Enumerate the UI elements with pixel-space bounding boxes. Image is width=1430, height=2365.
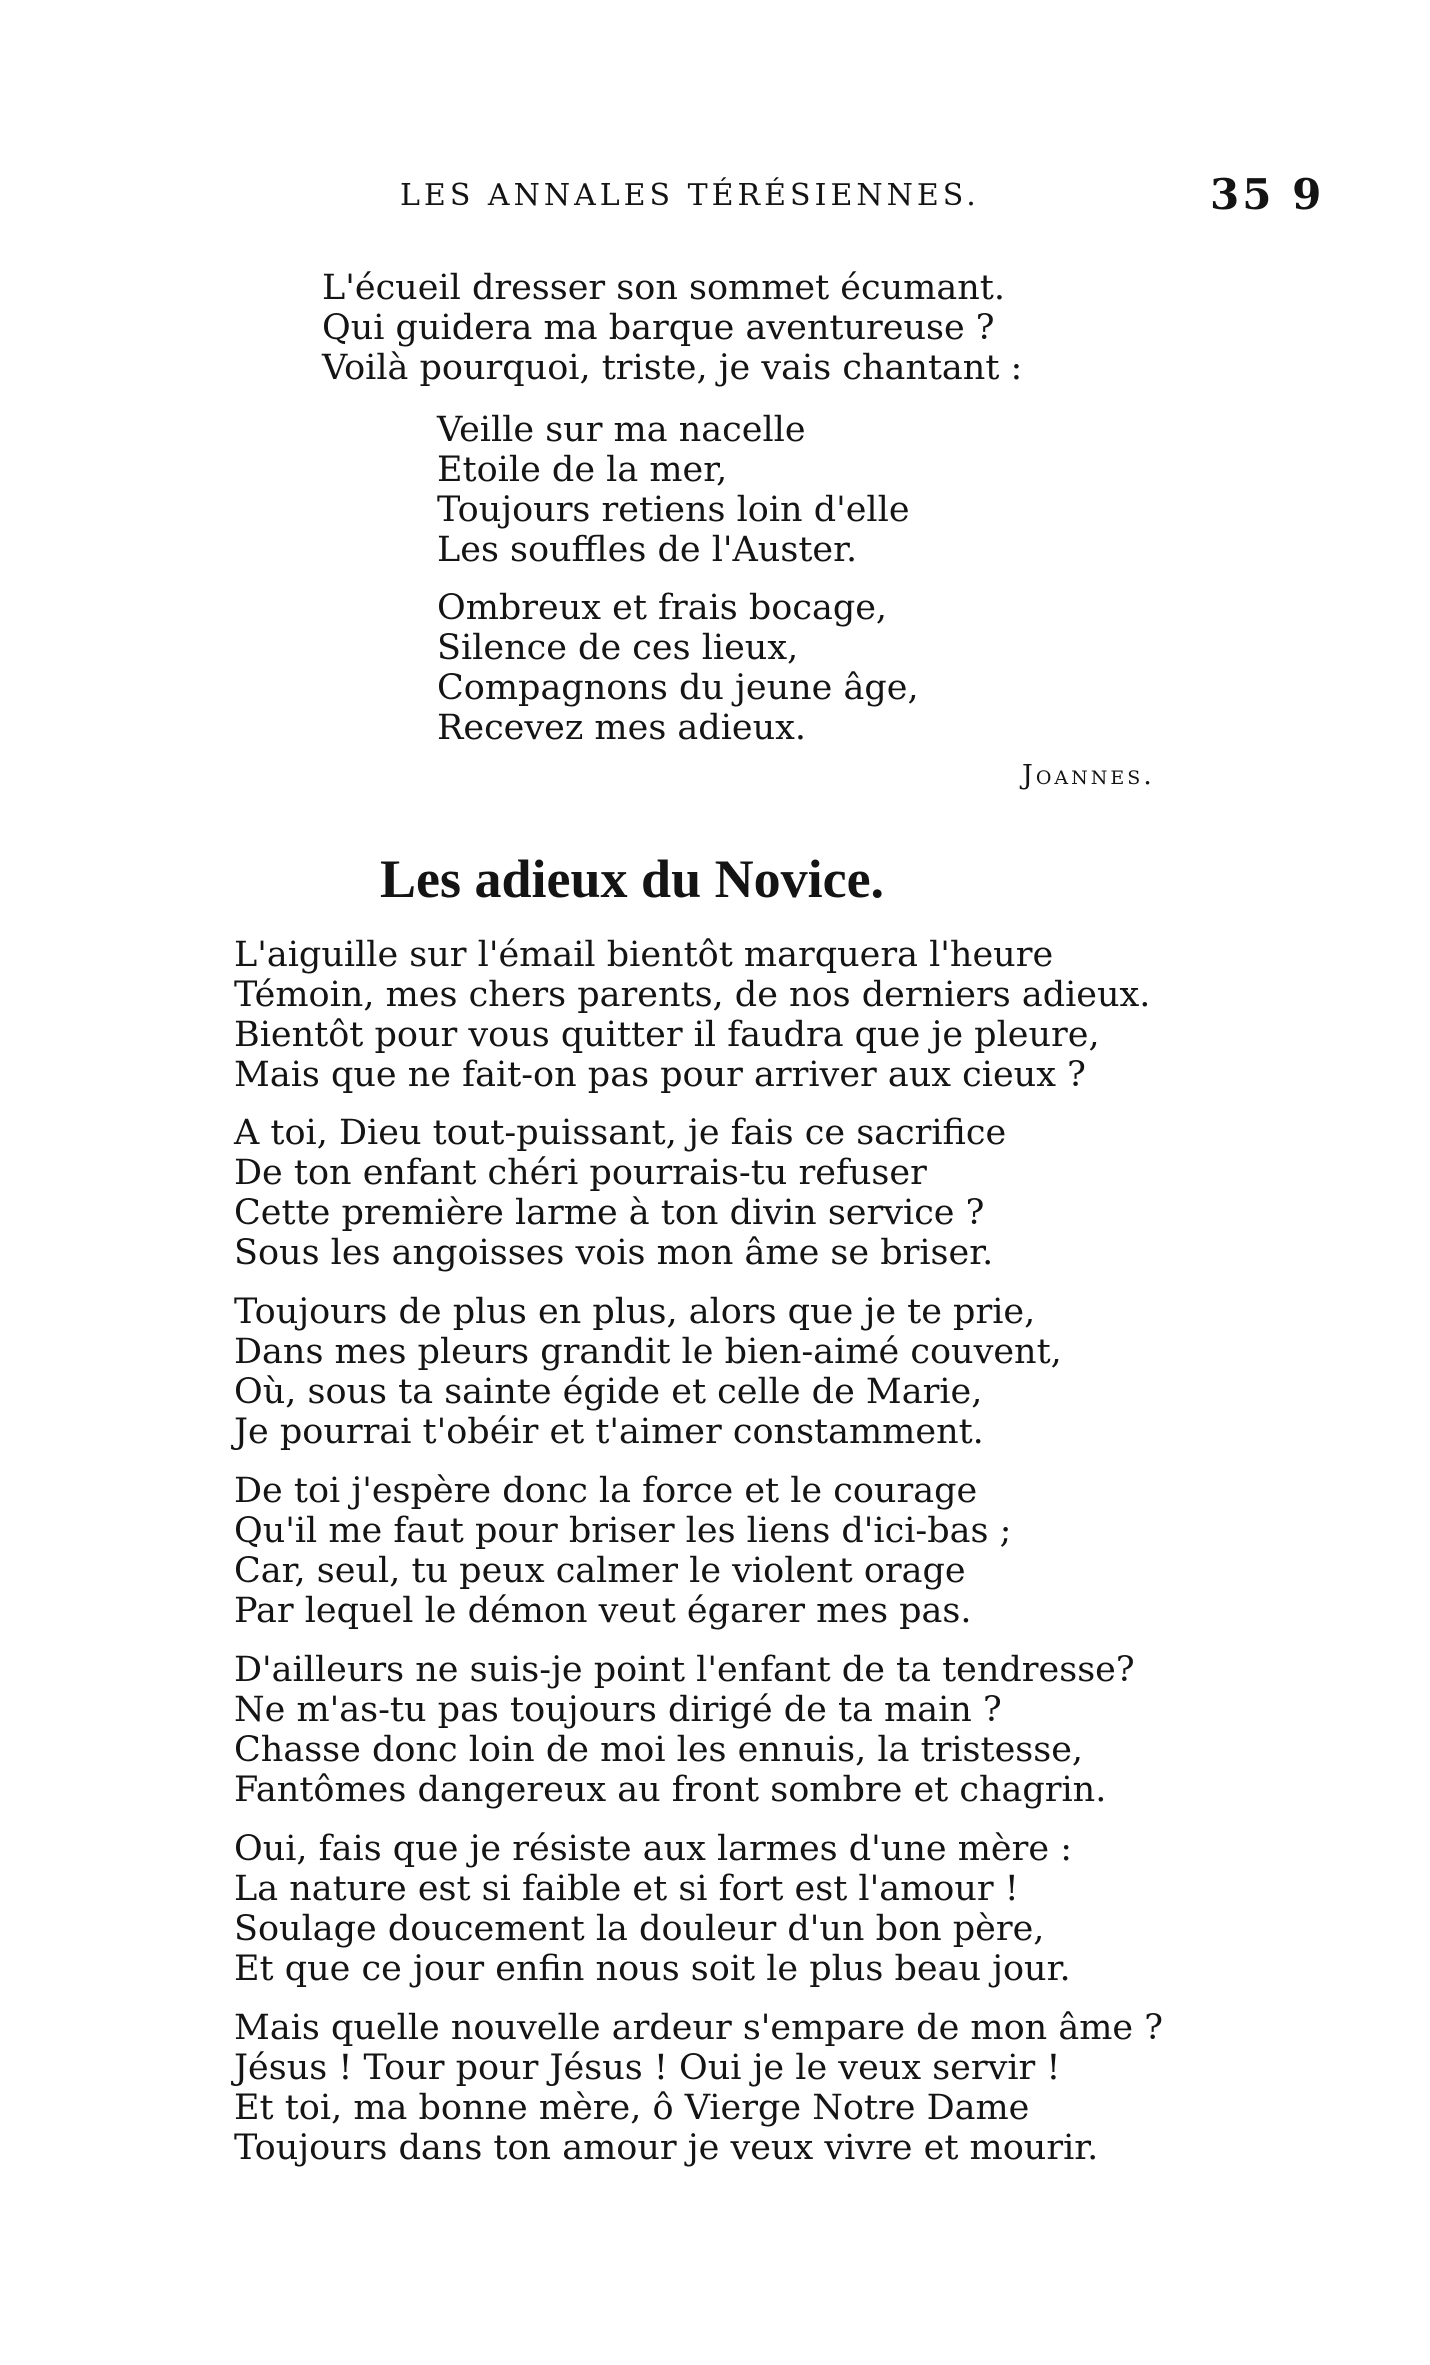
verse-line: Où, sous ta sainte égide et celle de Marie, [234, 1372, 983, 1412]
verse-line: Mais quelle nouvelle ardeur s'empare de mon âme ? [234, 2008, 1164, 2048]
poem-stanza [234, 1650, 1135, 1810]
verse-line: Soulage doucement la douleur d'un bon père, [234, 1909, 1045, 1949]
verse-line: Dans mes pleurs grandit le bien-aimé couvent, [234, 1332, 1062, 1372]
verse-line: Qu'il me faut pour briser les liens d'ici-bas ; [234, 1511, 1012, 1551]
verse-line: Mais que ne fait-on pas pour arriver aux cieux ? [234, 1055, 1086, 1095]
running-header: LES ANNALES TÉRÉSIENNES. [400, 178, 980, 213]
verse-line: Etoile de la mer, [437, 450, 728, 490]
verse-line: Témoin, mes chers parents, de nos derniers adieux. [234, 975, 1151, 1015]
verse-line: Sous les angoisses vois mon âme se briser. [234, 1233, 994, 1273]
poem-stanza [234, 2008, 1163, 2168]
verse-line: Voilà pourquoi, triste, je vais chantant : [322, 348, 1023, 388]
verse-line: L'écueil dresser son sommet écumant. [322, 268, 1005, 308]
verse-line: Et toi, ma bonne mère, ô Vierge Notre Dame [234, 2088, 1030, 2128]
verse-line: D'ailleurs ne suis-je point l'enfant de ta tendresse? [234, 1650, 1135, 1690]
verse-line: Qui guidera ma barque aventureuse ? [322, 308, 995, 348]
verse-line: Recevez mes adieux. [437, 708, 807, 748]
poem-stanza [234, 1113, 1006, 1273]
verse-line: Et que ce jour enfin nous soit le plus beau jour. [234, 1949, 1071, 1989]
verse-line: Oui, fais que je résiste aux larmes d'une mère : [234, 1829, 1072, 1869]
poem-stanza [234, 1292, 1062, 1452]
verse-line: Chasse donc loin de moi les ennuis, la tristesse, [234, 1730, 1084, 1770]
verse-line: Par lequel le démon veut égarer mes pas. [234, 1591, 972, 1631]
verse-line: Compagnons du jeune âge, [437, 668, 919, 708]
poem-stanza [234, 1829, 1072, 1989]
verse-line: Ne m'as-tu pas toujours dirigé de ta main ? [234, 1690, 1002, 1730]
verse-line: Toujours de plus en plus, alors que je te prie, [234, 1292, 1036, 1332]
verse-line: Cette première larme à ton divin service ? [234, 1193, 985, 1233]
poem-stanza [234, 1471, 1011, 1631]
verse-line: Fantômes dangereux au front sombre et chagrin. [234, 1770, 1107, 1810]
verse-line: Car, seul, tu peux calmer le violent orage [234, 1551, 966, 1591]
verse-line: La nature est si faible et si fort est l'amour ! [234, 1869, 1019, 1909]
verse-line: Jésus ! Tour pour Jésus ! Oui je le veux servir ! [234, 2048, 1061, 2088]
verse-line: Les souffles de l'Auster. [437, 530, 858, 570]
verse-line: Silence de ces lieux, [437, 628, 799, 668]
verse-line: L'aiguille sur l'émail bientôt marquera l'heure [234, 935, 1054, 975]
page-number: 35 9 [1210, 170, 1325, 219]
verse-line: Veille sur ma nacelle [437, 410, 806, 450]
verse-line: Ombreux et frais bocage, [437, 588, 888, 628]
poem-stanza [234, 935, 1150, 1095]
verse-line: Je pourrai t'obéir et t'aimer constamment. [234, 1412, 984, 1452]
poem-title: Les adieux du Novice. [380, 849, 885, 909]
verse-line: Bientôt pour vous quitter il faudra que je pleure, [234, 1015, 1100, 1055]
verse-line: A toi, Dieu tout-puissant, je fais ce sacrifice [234, 1113, 1007, 1153]
previous-poem-stanza [437, 588, 919, 748]
verse-line: De ton enfant chéri pourrais-tu refuser [234, 1153, 927, 1193]
verse-line: De toi j'espère donc la force et le courage [234, 1471, 978, 1511]
previous-poem-refrain [437, 410, 910, 570]
author-signature: Joannes. [1022, 760, 1155, 791]
verse-line: Toujours retiens loin d'elle [437, 490, 910, 530]
verse-line: Toujours dans ton amour je veux vivre et mourir. [234, 2128, 1099, 2168]
previous-poem-stanza [322, 268, 1022, 388]
